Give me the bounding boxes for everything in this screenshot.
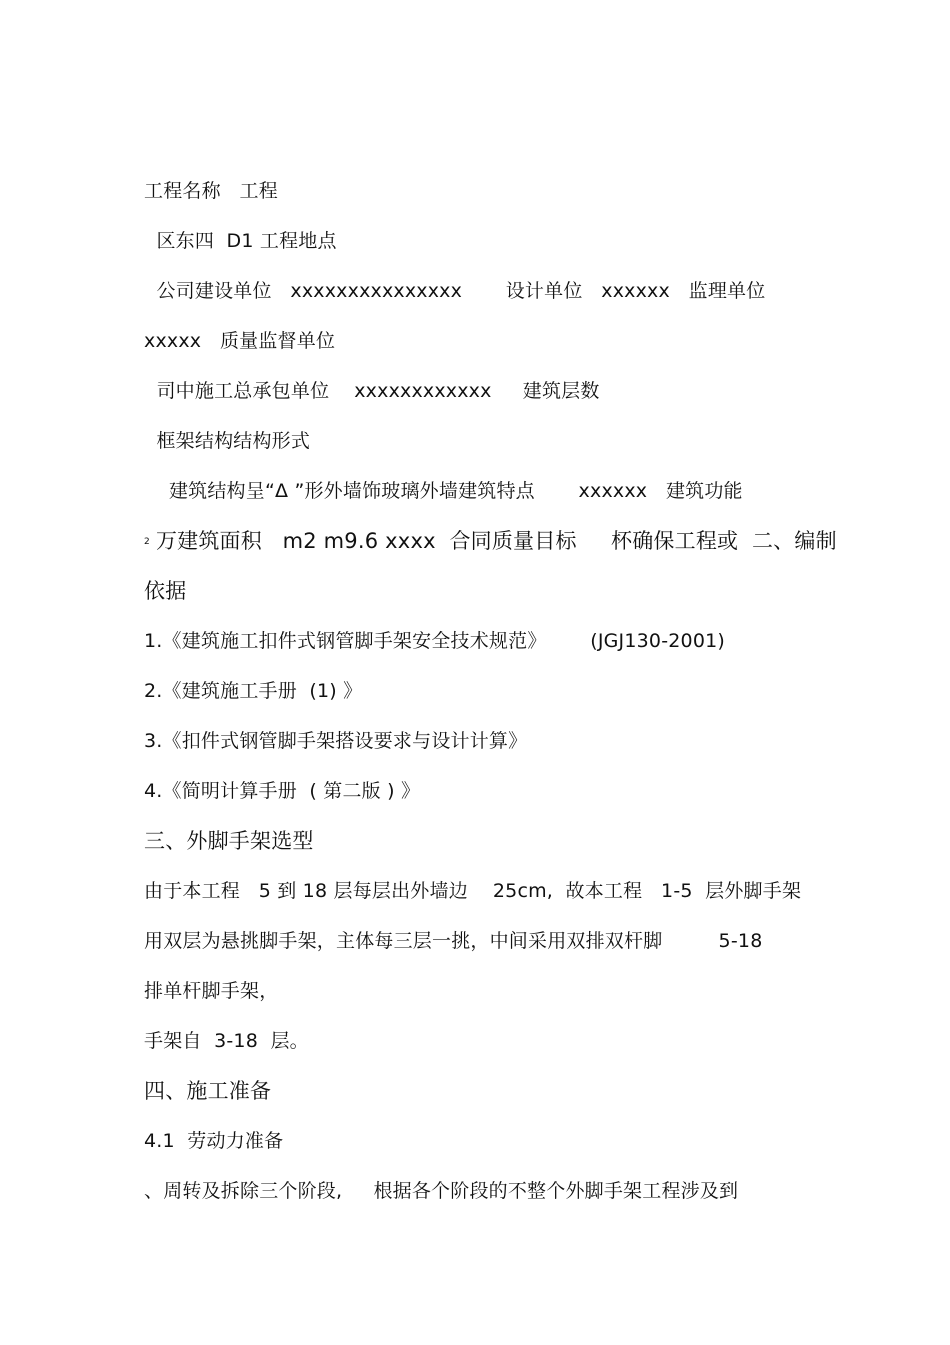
text-line-building-area [144,528,837,555]
text-line-scaffold-para-3: 排单杆脚手架， [144,980,279,1002]
text-line-building-area-content: 万建筑面积 m2 m9.6 xxxx 合同质量目标 杯确保工程或 二、编制 [155,529,837,553]
text-line-scaffold-para-4: 手架自 3-18 层。 [144,1030,309,1052]
reference-item-4: 4.《简明计算手册 ( 第二版 ) 》 [144,780,421,802]
reference-item-2: 2.《建筑施工手册 (1) 》 [144,680,363,702]
section-heading-scaffold-selection: 三、外脚手架选型 [144,829,314,853]
text-line-scaffold-para-1: 由于本工程 5 到 18 层每层出外墙边 25cm, 故本工程 1-5 层外脚手架 [144,880,802,902]
section-heading-construction-prep: 四、施工准备 [144,1079,272,1103]
footnote-mark: 2 [144,537,150,547]
text-line-project-name: 工程名称 工程 [144,180,278,202]
reference-item-3: 3.《扣件式钢管脚手架搭设要求与设计计算》 [144,730,528,752]
text-line-general-contractor: 司中施工总承包单位 xxxxxxxxxxxx 建筑层数 [144,380,600,402]
text-line-labor-para: 、周转及拆除三个阶段, 根据各个阶段的不整个外脚手架工程涉及到 [144,1180,739,1202]
text-line-scaffold-para-2: 用双层为悬挑脚手架，主体每三层一挑，中间采用双排双杆脚 5-18 [144,930,763,952]
text-line-structure-form: 框架结构结构形式 [144,430,311,452]
text-line-location: 区东四 D1 工程地点 [144,230,337,252]
reference-item-1: 1.《建筑施工扣件式钢管脚手架安全技术规范》 (JGJ130-2001) [144,630,726,652]
text-line-building-features: 建筑结构呈“Δ ”形外墙饰玻璃外墙建筑特点 xxxxxx 建筑功能 [144,480,743,502]
text-line-basis-heading: 依据 [144,579,187,603]
text-line-quality-supervision: xxxxx 质量监督单位 [144,330,336,352]
subsection-heading-labor-prep: 4.1 劳动力准备 [144,1130,284,1152]
text-line-construction-unit: 公司建设单位 xxxxxxxxxxxxxxx 设计单位 xxxxxx 监理单位 [144,280,766,302]
